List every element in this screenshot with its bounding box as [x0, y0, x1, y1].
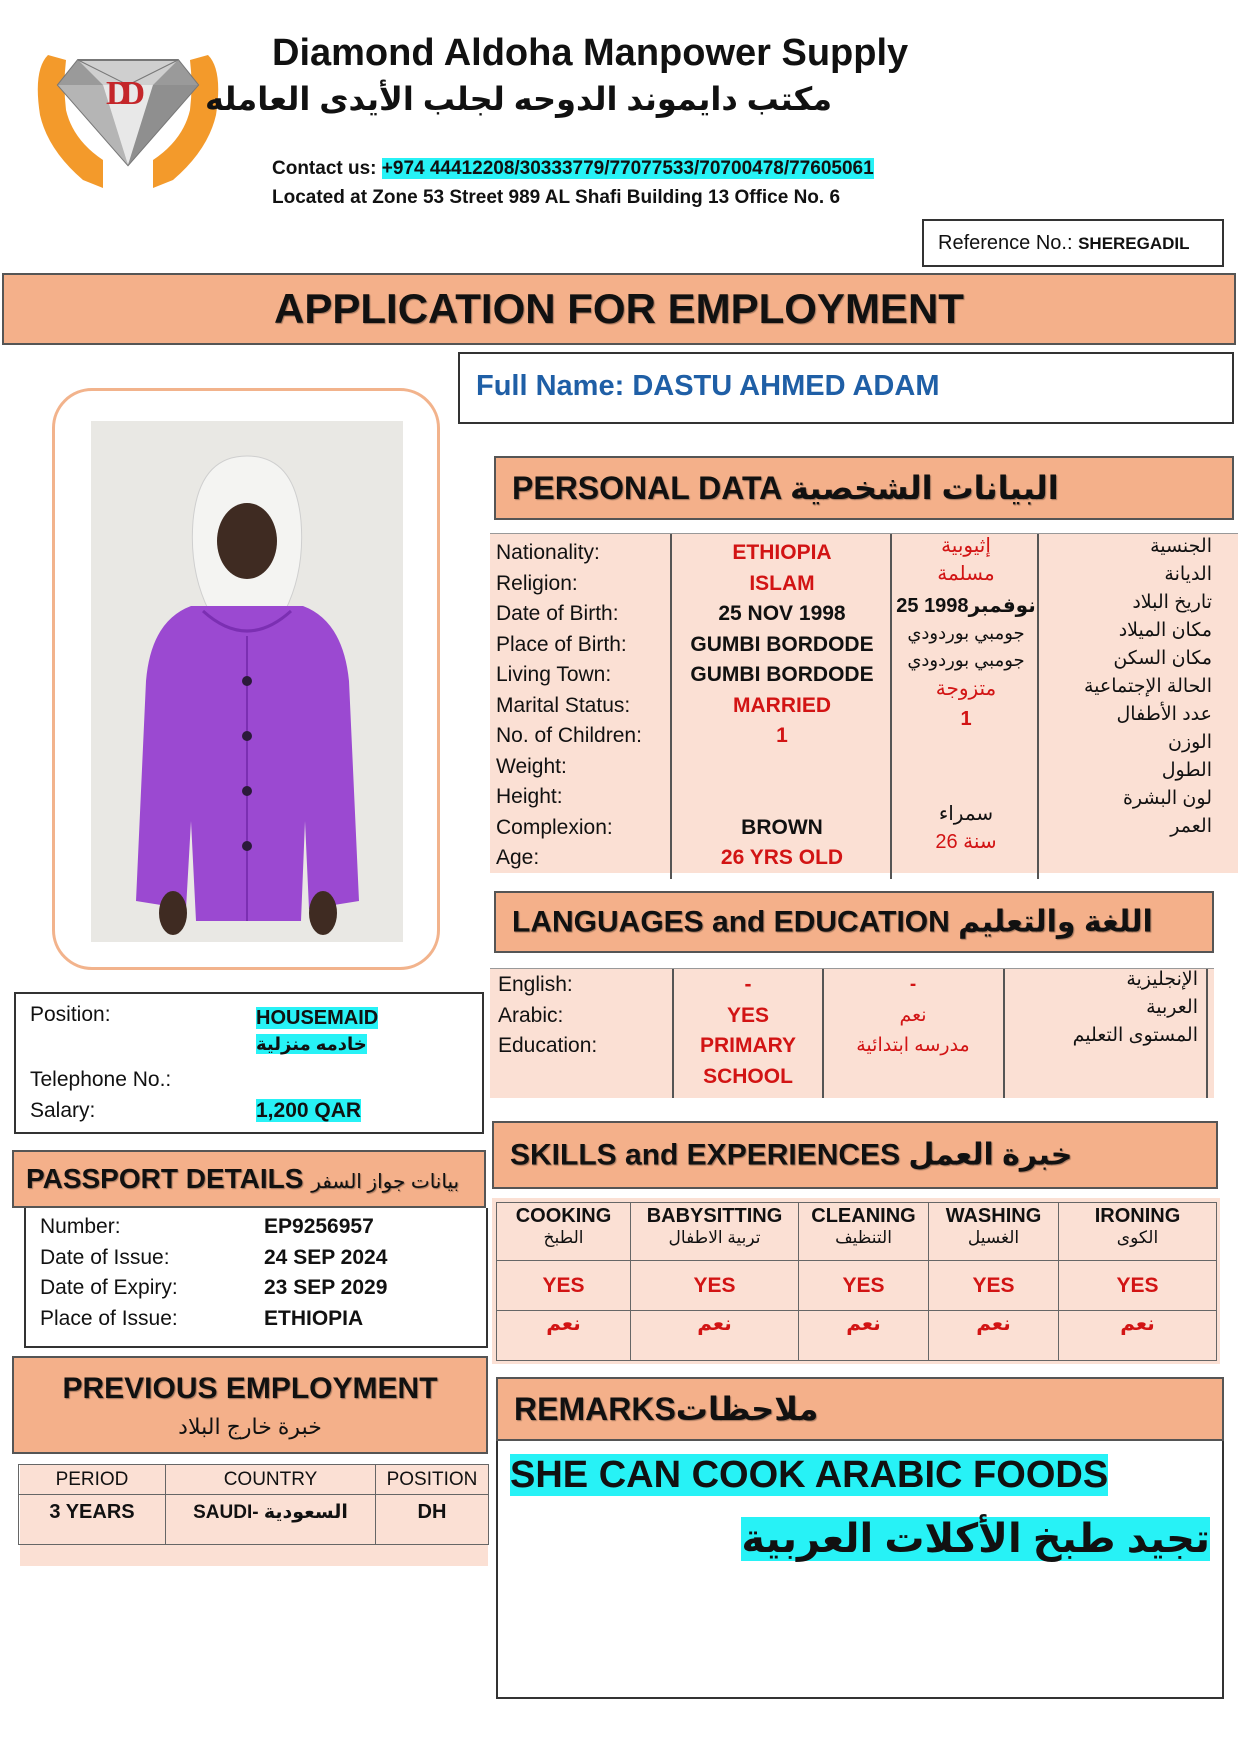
languages-heading-ar: اللغة والتعليم [958, 905, 1153, 939]
reference-label: Reference No.: [938, 232, 1073, 254]
personal-value: 25 NOV 1998 [718, 602, 846, 625]
salary-value-wrap [256, 1097, 361, 1125]
skill-name: WASHING [945, 1205, 1042, 1227]
position-label: Position: [30, 1003, 111, 1026]
skill-value-ar: نعم [631, 1311, 799, 1361]
personal-value: GUMBI BORDODE [690, 663, 874, 686]
company-name-ar: مكتب دايموند الدوحه لجلب الأيدى العامله [204, 81, 832, 117]
languages-labels [498, 970, 676, 1062]
language-value-ar: مدرسه ابتدائية [856, 1035, 970, 1056]
personal-data-heading [512, 469, 1059, 507]
language-value-ar: - [909, 974, 917, 995]
personal-label-ar: الوزن [1167, 732, 1212, 753]
personal-value: BROWN [741, 815, 823, 839]
contact-numbers: +974 44412208/30333779/77077533/70700478/77605061 [381, 158, 874, 179]
skill-name-ar: الطبخ [543, 1228, 584, 1247]
skill-value: YES [799, 1261, 929, 1311]
previous-employment-bar [12, 1356, 488, 1454]
skill-value: YES [631, 1261, 799, 1311]
skill-value-ar: نعم [799, 1311, 929, 1361]
personal-value-ar: إثيوبية [941, 535, 991, 557]
personal-data-bar [494, 456, 1234, 520]
language-value: - [744, 973, 752, 996]
personal-label: Date of Birth: [496, 602, 619, 625]
personal-label: Place of Birth: [496, 632, 627, 656]
language-value: PRIMARY [699, 1034, 797, 1057]
previous-grid [18, 1464, 488, 1544]
reference-box [922, 219, 1224, 267]
skill-value-ar: نعم [497, 1311, 631, 1361]
personal-value [672, 782, 892, 813]
passport-heading-en: PASSPORT DETAILS [26, 1163, 304, 1194]
personal-heading-en: PERSONAL DATA [512, 470, 782, 506]
personal-label: Height: [496, 785, 563, 808]
logo-letters: DD [106, 75, 136, 112]
personal-label: Religion: [496, 571, 578, 595]
languages-heading-en: LANGUAGES and EDUCATION [512, 905, 950, 939]
personal-label-ar: لون البشرة [1122, 788, 1212, 809]
personal-label: No. of Children: [496, 724, 642, 747]
personal-value-ar: 1 [960, 708, 972, 730]
passport-label: Place of Issue: [40, 1306, 178, 1330]
languages-values-ar [824, 970, 1002, 1062]
languages-heading [512, 905, 1153, 940]
language-value: SCHOOL [703, 1064, 793, 1088]
personal-label: Marital Status: [496, 693, 631, 717]
personal-value: ISLAM [749, 571, 815, 595]
skills-heading [510, 1138, 1072, 1173]
remarks-bar [496, 1377, 1224, 1441]
skills-bar [492, 1121, 1218, 1189]
languages-labels-ar [1006, 966, 1198, 1050]
personal-label: Complexion: [496, 815, 613, 839]
full-name-box [458, 352, 1234, 424]
personal-label-ar: العمر [1170, 816, 1212, 837]
personal-value-ar: سمراء [938, 803, 994, 825]
personal-label-ar: مكان الميلاد [1118, 620, 1212, 641]
personal-label-ar: الديانة [1164, 564, 1212, 585]
skill-value: YES [1059, 1261, 1217, 1311]
personal-value-ar: جومبي بوردودي [907, 650, 1025, 670]
skill-header [799, 1203, 929, 1261]
skill-name: COOKING [515, 1205, 612, 1227]
personal-label-ar: تاريخ البلاد [1132, 592, 1212, 613]
passport-label: Date of Expiry: [40, 1276, 178, 1299]
passport-bar [12, 1150, 486, 1208]
personal-value-ar: مسلمة [937, 563, 995, 585]
remarks-text-en-wrap [510, 1451, 1108, 1499]
skill-header [929, 1203, 1059, 1261]
title-bar [2, 273, 1236, 345]
personal-label-ar: الطول [1161, 760, 1212, 781]
full-name-value: DASTU AHMED ADAM [632, 370, 940, 402]
remarks-text-en: SHE CAN COOK ARABIC FOODS [510, 1454, 1109, 1496]
skill-value: YES [929, 1261, 1059, 1311]
passport-values [264, 1212, 474, 1334]
position-value-ar: خادمه منزلية [256, 1034, 367, 1054]
skills-grid [496, 1202, 1216, 1360]
passport-value: 23 SEP 2029 [264, 1276, 388, 1299]
previous-heading-ar: خبرة خارج البلاد [178, 1414, 322, 1439]
personal-label: Weight: [496, 754, 567, 778]
passport-heading-ar: بيانات جواز السفر [311, 1171, 460, 1193]
personal-label: Living Town: [496, 663, 612, 686]
personal-labels-ar [1040, 533, 1212, 841]
personal-value-ar [893, 734, 1039, 764]
personal-label: Nationality: [496, 541, 600, 564]
personal-value-ar: 25 نوفمبر1998 [896, 595, 1036, 617]
personal-labels [496, 538, 674, 874]
skill-name-ar: الكوى [1116, 1228, 1159, 1247]
language-label: Education: [498, 1034, 598, 1057]
company-logo [28, 30, 228, 195]
page-title: APPLICATION FOR EMPLOYMENT [274, 285, 964, 332]
passport-value: EP9256957 [264, 1215, 374, 1238]
personal-heading-ar: البيانات الشخصية [789, 470, 1059, 506]
remarks-text-ar-wrap [700, 1510, 1210, 1568]
previous-period: 3 YEARS [19, 1495, 166, 1545]
language-label-ar: العربية [1146, 997, 1198, 1018]
skill-header [497, 1203, 631, 1261]
skill-name: IRONING [1094, 1205, 1181, 1227]
skill-header [1059, 1203, 1217, 1261]
personal-value: 26 YRS OLD [720, 846, 844, 869]
skill-name-ar: تربية الاطفال [668, 1228, 761, 1247]
personal-label-ar: الحالة الإجتماعية [1084, 676, 1212, 697]
personal-value: GUMBI BORDODE [690, 632, 874, 656]
previous-heading-en: PREVIOUS EMPLOYMENT [62, 1372, 438, 1405]
personal-value: MARRIED [733, 693, 831, 717]
skills-heading-en: SKILLS and EXPERIENCES [510, 1138, 901, 1172]
language-value-ar: نعم [899, 1004, 927, 1026]
personal-label-ar: مكان السكن [1113, 648, 1212, 669]
remarks-heading-ar: ملاحظات [675, 1391, 819, 1427]
passport-value: ETHIOPIA [264, 1306, 364, 1330]
position-value-en: HOUSEMAID [256, 1007, 379, 1029]
skills-heading-ar: خبرة العمل [908, 1138, 1073, 1172]
personal-value-ar: جومبي بوردودي [907, 623, 1025, 643]
language-label-ar: الإنجليزية [1126, 969, 1198, 990]
language-label-ar: المستوى التعليم [1072, 1025, 1198, 1046]
personal-label: Age: [496, 846, 540, 869]
personal-values [672, 538, 892, 874]
passport-labels [40, 1212, 260, 1334]
personal-label-ar: الجنسية [1150, 536, 1212, 557]
personal-value-ar [893, 764, 1039, 802]
contact-line [272, 158, 874, 180]
skill-value-ar: نعم [929, 1311, 1059, 1361]
salary-label: Salary: [30, 1099, 96, 1122]
previous-header: PERIOD [19, 1465, 166, 1495]
previous-header: COUNTRY [166, 1465, 376, 1495]
company-address: Located at Zone 53 Street 989 AL Shafi Building 13 Office No. 6 [272, 187, 841, 208]
personal-value-ar: 26 سنة [935, 831, 997, 853]
languages-values [674, 970, 822, 1092]
personal-values-ar [893, 534, 1039, 858]
position-value [256, 1005, 378, 1057]
skill-name-ar: الغسيل [967, 1228, 1020, 1247]
applicant-photo [91, 421, 403, 942]
previous-header: POSITION [376, 1465, 489, 1495]
personal-value-ar: متزوجة [935, 678, 997, 700]
contact-label: Contact us: [272, 158, 377, 179]
previous-country: SAUDI- السعودية [166, 1495, 376, 1545]
reference-value: SHEREGADIL [1078, 234, 1190, 253]
skill-name: CLEANING [811, 1205, 916, 1227]
skill-name: BABYSITTING [646, 1205, 783, 1227]
personal-value: 1 [776, 724, 788, 747]
skill-name-ar: التنظيف [835, 1228, 892, 1247]
previous-position: DH [376, 1495, 489, 1545]
language-label: Arabic: [498, 1003, 564, 1027]
skill-value-ar: نعم [1059, 1311, 1217, 1361]
salary-value: 1,200 QAR [256, 1099, 362, 1122]
passport-heading [26, 1163, 459, 1195]
personal-value: ETHIOPIA [732, 541, 832, 564]
passport-value: 24 SEP 2024 [264, 1245, 388, 1269]
remarks-heading-en: REMARKS [514, 1391, 676, 1427]
personal-value [672, 752, 892, 783]
full-name-label: Full Name: [476, 370, 625, 402]
telephone-label: Telephone No.: [30, 1068, 172, 1091]
personal-label-ar: عدد الأطفال [1116, 704, 1212, 725]
company-name-en: Diamond Aldoha Manpower Supply [272, 32, 909, 74]
language-value: YES [726, 1003, 770, 1027]
passport-label: Number: [40, 1215, 121, 1238]
passport-label: Date of Issue: [40, 1245, 170, 1269]
remarks-text-ar: تجيد طبخ الأكلات العربية [741, 1517, 1210, 1561]
languages-bar [494, 891, 1214, 953]
remarks-heading [514, 1390, 818, 1428]
skill-header [631, 1203, 799, 1261]
language-label: English: [498, 973, 573, 996]
skill-value: YES [497, 1261, 631, 1311]
